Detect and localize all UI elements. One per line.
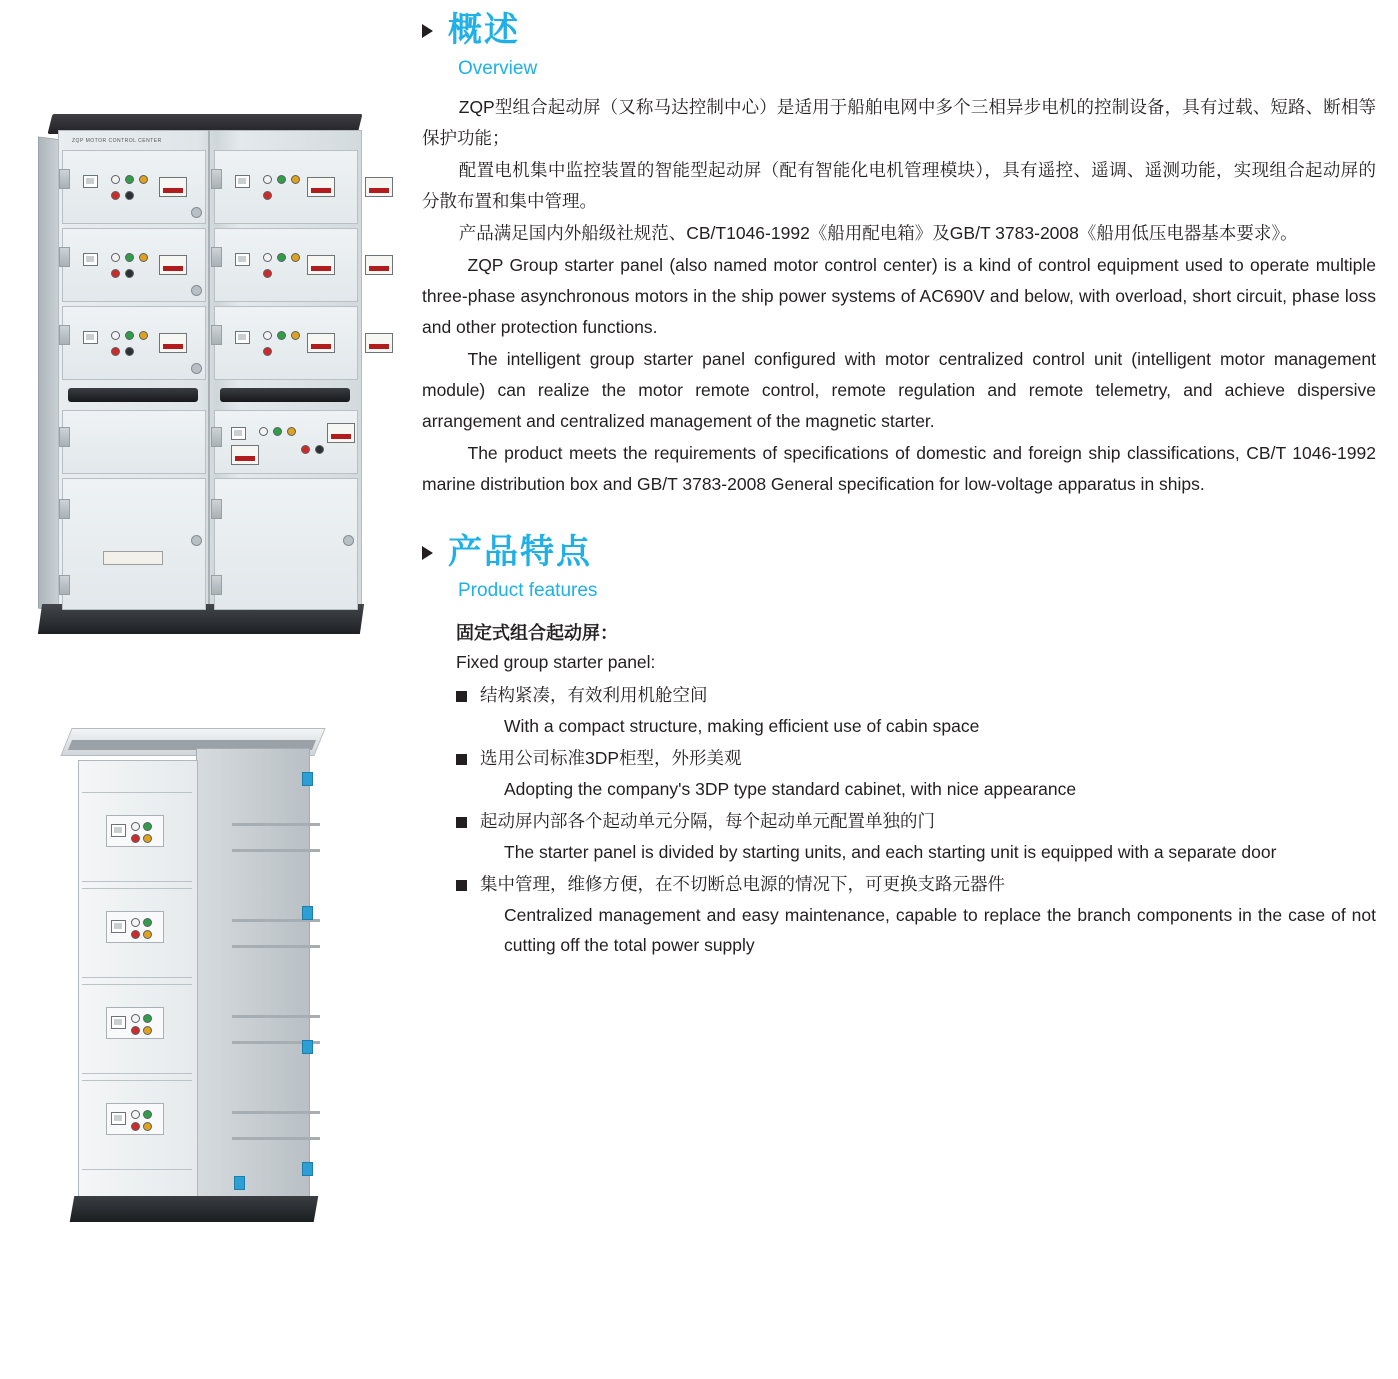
- indicator-lamp: [143, 930, 152, 939]
- meter-window-icon: [111, 1112, 126, 1125]
- starter-unit-door: [62, 306, 206, 380]
- control-face-plate: [106, 911, 164, 943]
- triangle-bullet-icon: [422, 546, 433, 560]
- door-hinge: [211, 499, 222, 519]
- meter-window-icon: [83, 175, 98, 188]
- indicator-lamp: [291, 331, 300, 340]
- indicator-lamp: [125, 331, 134, 340]
- meter-window-icon: [111, 920, 126, 933]
- indicator-lamp: [277, 175, 286, 184]
- indicator-lamp: [125, 175, 134, 184]
- meter-window-icon: [235, 175, 250, 188]
- feature-text-en: The starter panel is divided by starting units, and each starting unit is equipped with a separate door: [504, 842, 1277, 862]
- feature-list: [456, 680, 1376, 960]
- indicator-lamp: [277, 253, 286, 262]
- ammeter-icon: [159, 333, 187, 353]
- meter-window-icon: [235, 253, 250, 266]
- door-hinge: [211, 247, 222, 267]
- paragraph-cn-3: 产品满足国内外船级社规范、CB/T1046-1992《船用配电箱》及GB/T 3783-2008《船用低压电器基本要求》。: [458, 223, 1298, 243]
- door-hinge: [211, 575, 222, 595]
- feature-text-cn: 选用公司标准3DP柜型，外形美观: [480, 748, 742, 768]
- stop-button-icon: [111, 347, 120, 356]
- ammeter-icon: [159, 255, 187, 275]
- control-face-plate: [106, 815, 164, 847]
- stop-button-icon: [263, 269, 272, 278]
- paragraph-cn-1: ZQP型组合起动屏（又称马达控制中心）是适用于船舶电网中多个三相异步电机的控制设备，具有过载、短路、断相等保护功能；: [422, 97, 1376, 148]
- side-rib: [232, 823, 320, 826]
- meter-window-icon: [231, 427, 246, 440]
- starter-unit-door: [214, 150, 358, 224]
- starter-unit-door: [82, 984, 192, 1074]
- starter-unit-door: [82, 1080, 192, 1170]
- door-lock: [191, 207, 202, 218]
- indicator-lamp: [291, 253, 300, 262]
- door-hinge: [59, 575, 70, 595]
- side-rib: [232, 945, 320, 948]
- square-bullet-icon: [456, 880, 467, 891]
- indicator-lamp: [143, 834, 152, 843]
- blank-door: [62, 410, 206, 474]
- indicator-lamp: [263, 331, 272, 340]
- feature-text-cn: 结构紧凑，有效利用机舱空间: [480, 685, 708, 705]
- meter-window-icon: [83, 331, 98, 344]
- starter-unit-door: [62, 150, 206, 224]
- product-figure-angled: [58, 710, 358, 1250]
- door-hinge: [59, 325, 70, 345]
- door-lock: [191, 285, 202, 296]
- section-title-cn: 产品特点: [448, 533, 592, 571]
- side-latch: [302, 1040, 313, 1054]
- selector-knob-icon: [315, 445, 324, 454]
- indicator-lamp: [125, 253, 134, 262]
- ammeter-icon: [231, 445, 259, 465]
- square-bullet-icon: [456, 817, 467, 828]
- section-header-overview: [400, 8, 1398, 82]
- meter-window-icon: [111, 824, 126, 837]
- paragraph-en-2: The intelligent group starter panel configured with motor centralized control unit (intelligent motor management module) can realize the motor remote control, remote regulation and remote telemetry, and achieve dispersive arrangement and centralized management of the magnetic starter.: [422, 349, 1376, 431]
- door-lock: [191, 363, 202, 374]
- cabinet-nameplate-text: ZQP MOTOR CONTROL CENTER: [72, 138, 162, 144]
- indicator-lamp: [287, 427, 296, 436]
- section-title-en: Overview: [458, 58, 538, 79]
- starter-unit-door: [82, 792, 192, 882]
- stop-button-icon: [131, 834, 140, 843]
- side-rib: [232, 1111, 320, 1114]
- indicator-lamp: [139, 253, 148, 262]
- door-hinge: [211, 169, 222, 189]
- door-hinge: [59, 427, 70, 447]
- door-lock: [191, 535, 202, 546]
- indicator-lamp: [139, 331, 148, 340]
- starter-unit-door: [62, 228, 206, 302]
- side-rib: [232, 1137, 320, 1140]
- indicator-lamp: [277, 331, 286, 340]
- figure-column: [0, 0, 400, 1379]
- indicator-lamp: [263, 253, 272, 262]
- product-figure-front: [32, 104, 377, 644]
- list-item: [456, 680, 1376, 741]
- indicator-lamp: [131, 918, 140, 927]
- subsection-title-cn: 固定式组合起动屏：: [456, 623, 618, 643]
- meter-window-icon: [111, 1016, 126, 1029]
- stop-button-icon: [111, 191, 120, 200]
- door-lock: [343, 535, 354, 546]
- ammeter-icon: [365, 177, 393, 197]
- square-bullet-icon: [456, 691, 467, 702]
- door-hinge: [211, 325, 222, 345]
- door-hinge: [59, 247, 70, 267]
- indicator-lamp: [143, 1014, 152, 1023]
- side-rib: [232, 849, 320, 852]
- paragraph-en-3: The product meets the requirements of specifications of domestic and foreign ship classifications, CB/T 1046-1992 marine distribution box and GB/T 3783-2008 General specification for low-voltage apparatus in ships.: [422, 443, 1376, 494]
- ammeter-icon: [159, 177, 187, 197]
- drawer-handle: [220, 388, 350, 402]
- indicator-lamp: [143, 1110, 152, 1119]
- cabinet-bay-divider: [208, 130, 210, 610]
- door-hinge: [59, 499, 70, 519]
- feature-text-cn: 集中管理，维修方便，在不切断总电源的情况下，可更换支路元器件: [480, 874, 1005, 894]
- side-latch: [302, 772, 313, 786]
- indicator-lamp: [291, 175, 300, 184]
- indicator-lamp: [111, 331, 120, 340]
- square-bullet-icon: [456, 754, 467, 765]
- lower-compartment-door: [62, 478, 206, 610]
- meter-window-icon: [83, 253, 98, 266]
- indicator-lamp: [263, 175, 272, 184]
- side-latch: [234, 1176, 245, 1190]
- meter-window-icon: [235, 331, 250, 344]
- ammeter-icon: [307, 255, 335, 275]
- ammeter-icon: [327, 423, 355, 443]
- starter-unit-door: [214, 228, 358, 302]
- section-title-cn: 概述: [448, 11, 520, 49]
- stop-button-icon: [131, 930, 140, 939]
- indicator-lamp: [143, 1122, 152, 1131]
- ammeter-icon: [307, 177, 335, 197]
- rating-plate: [103, 551, 163, 565]
- subsection-title-en: Fixed group starter panel:: [456, 652, 656, 672]
- overview-body: [422, 92, 1376, 500]
- cabinet-side-panel: [196, 748, 310, 1202]
- triangle-bullet-icon: [422, 24, 433, 38]
- indicator-lamp: [131, 1014, 140, 1023]
- ammeter-icon: [307, 333, 335, 353]
- indicator-lamp: [139, 175, 148, 184]
- drawer-handle: [68, 388, 198, 402]
- side-latch: [302, 1162, 313, 1176]
- selector-knob-icon: [125, 347, 134, 356]
- side-latch: [302, 906, 313, 920]
- door-hinge: [59, 169, 70, 189]
- paragraph-cn-2: 配置电机集中监控装置的智能型起动屏（配有智能化电机管理模块），具有遥控、遥调、遥测功能，实现组合起动屏的分散布置和集中管理。: [422, 160, 1376, 211]
- control-face-plate: [106, 1007, 164, 1039]
- stop-button-icon: [131, 1122, 140, 1131]
- indicator-lamp: [131, 822, 140, 831]
- cabinet-angled-illustration: [58, 710, 358, 1250]
- indicator-lamp: [143, 1026, 152, 1035]
- starter-unit-door: [214, 306, 358, 380]
- indicator-lamp: [143, 822, 152, 831]
- ammeter-icon: [365, 333, 393, 353]
- cabinet-front-illustration: [32, 104, 377, 644]
- indicator-lamp: [143, 918, 152, 927]
- feature-text-cn: 起动屏内部各个起动单元分隔，每个起动单元配置单独的门: [480, 811, 935, 831]
- starter-unit-door: [82, 888, 192, 978]
- section-title-en: Product features: [458, 580, 598, 601]
- stop-button-icon: [263, 191, 272, 200]
- section-header-product-features: [400, 530, 1398, 604]
- stop-button-icon: [301, 445, 310, 454]
- feature-text-en: Centralized management and easy maintenance, capable to replace the branch components in the case of not cutting off the total power supply: [504, 905, 1376, 955]
- stop-button-icon: [131, 1026, 140, 1035]
- side-rib: [232, 1015, 320, 1018]
- control-face-plate: [106, 1103, 164, 1135]
- indicator-lamp: [259, 427, 268, 436]
- selector-knob-icon: [125, 269, 134, 278]
- content-column: [400, 0, 1398, 962]
- list-item: [456, 806, 1376, 867]
- lower-compartment-door: [214, 478, 358, 610]
- list-item: [456, 869, 1376, 960]
- indicator-lamp: [111, 253, 120, 262]
- feature-text-en: Adopting the company's 3DP type standard cabinet, with nice appearance: [504, 779, 1077, 799]
- stop-button-icon: [111, 269, 120, 278]
- feature-text-en: With a compact structure, making efficient use of cabin space: [504, 716, 980, 736]
- indicator-lamp: [273, 427, 282, 436]
- selector-knob-icon: [125, 191, 134, 200]
- ammeter-icon: [365, 255, 393, 275]
- list-item: [456, 743, 1376, 804]
- indicator-lamp: [131, 1110, 140, 1119]
- indicator-lamp: [111, 175, 120, 184]
- door-hinge: [211, 427, 222, 447]
- starter-unit-door: [214, 410, 358, 474]
- paragraph-en-1: ZQP Group starter panel (also named motor control center) is a kind of control equipment used to operate multiple three-phase asynchronous motors in the ship power systems of AC690V and below, with overload, short circuit, phase loss and other protection functions.: [422, 255, 1376, 337]
- stop-button-icon: [263, 347, 272, 356]
- cabinet-base: [70, 1196, 319, 1222]
